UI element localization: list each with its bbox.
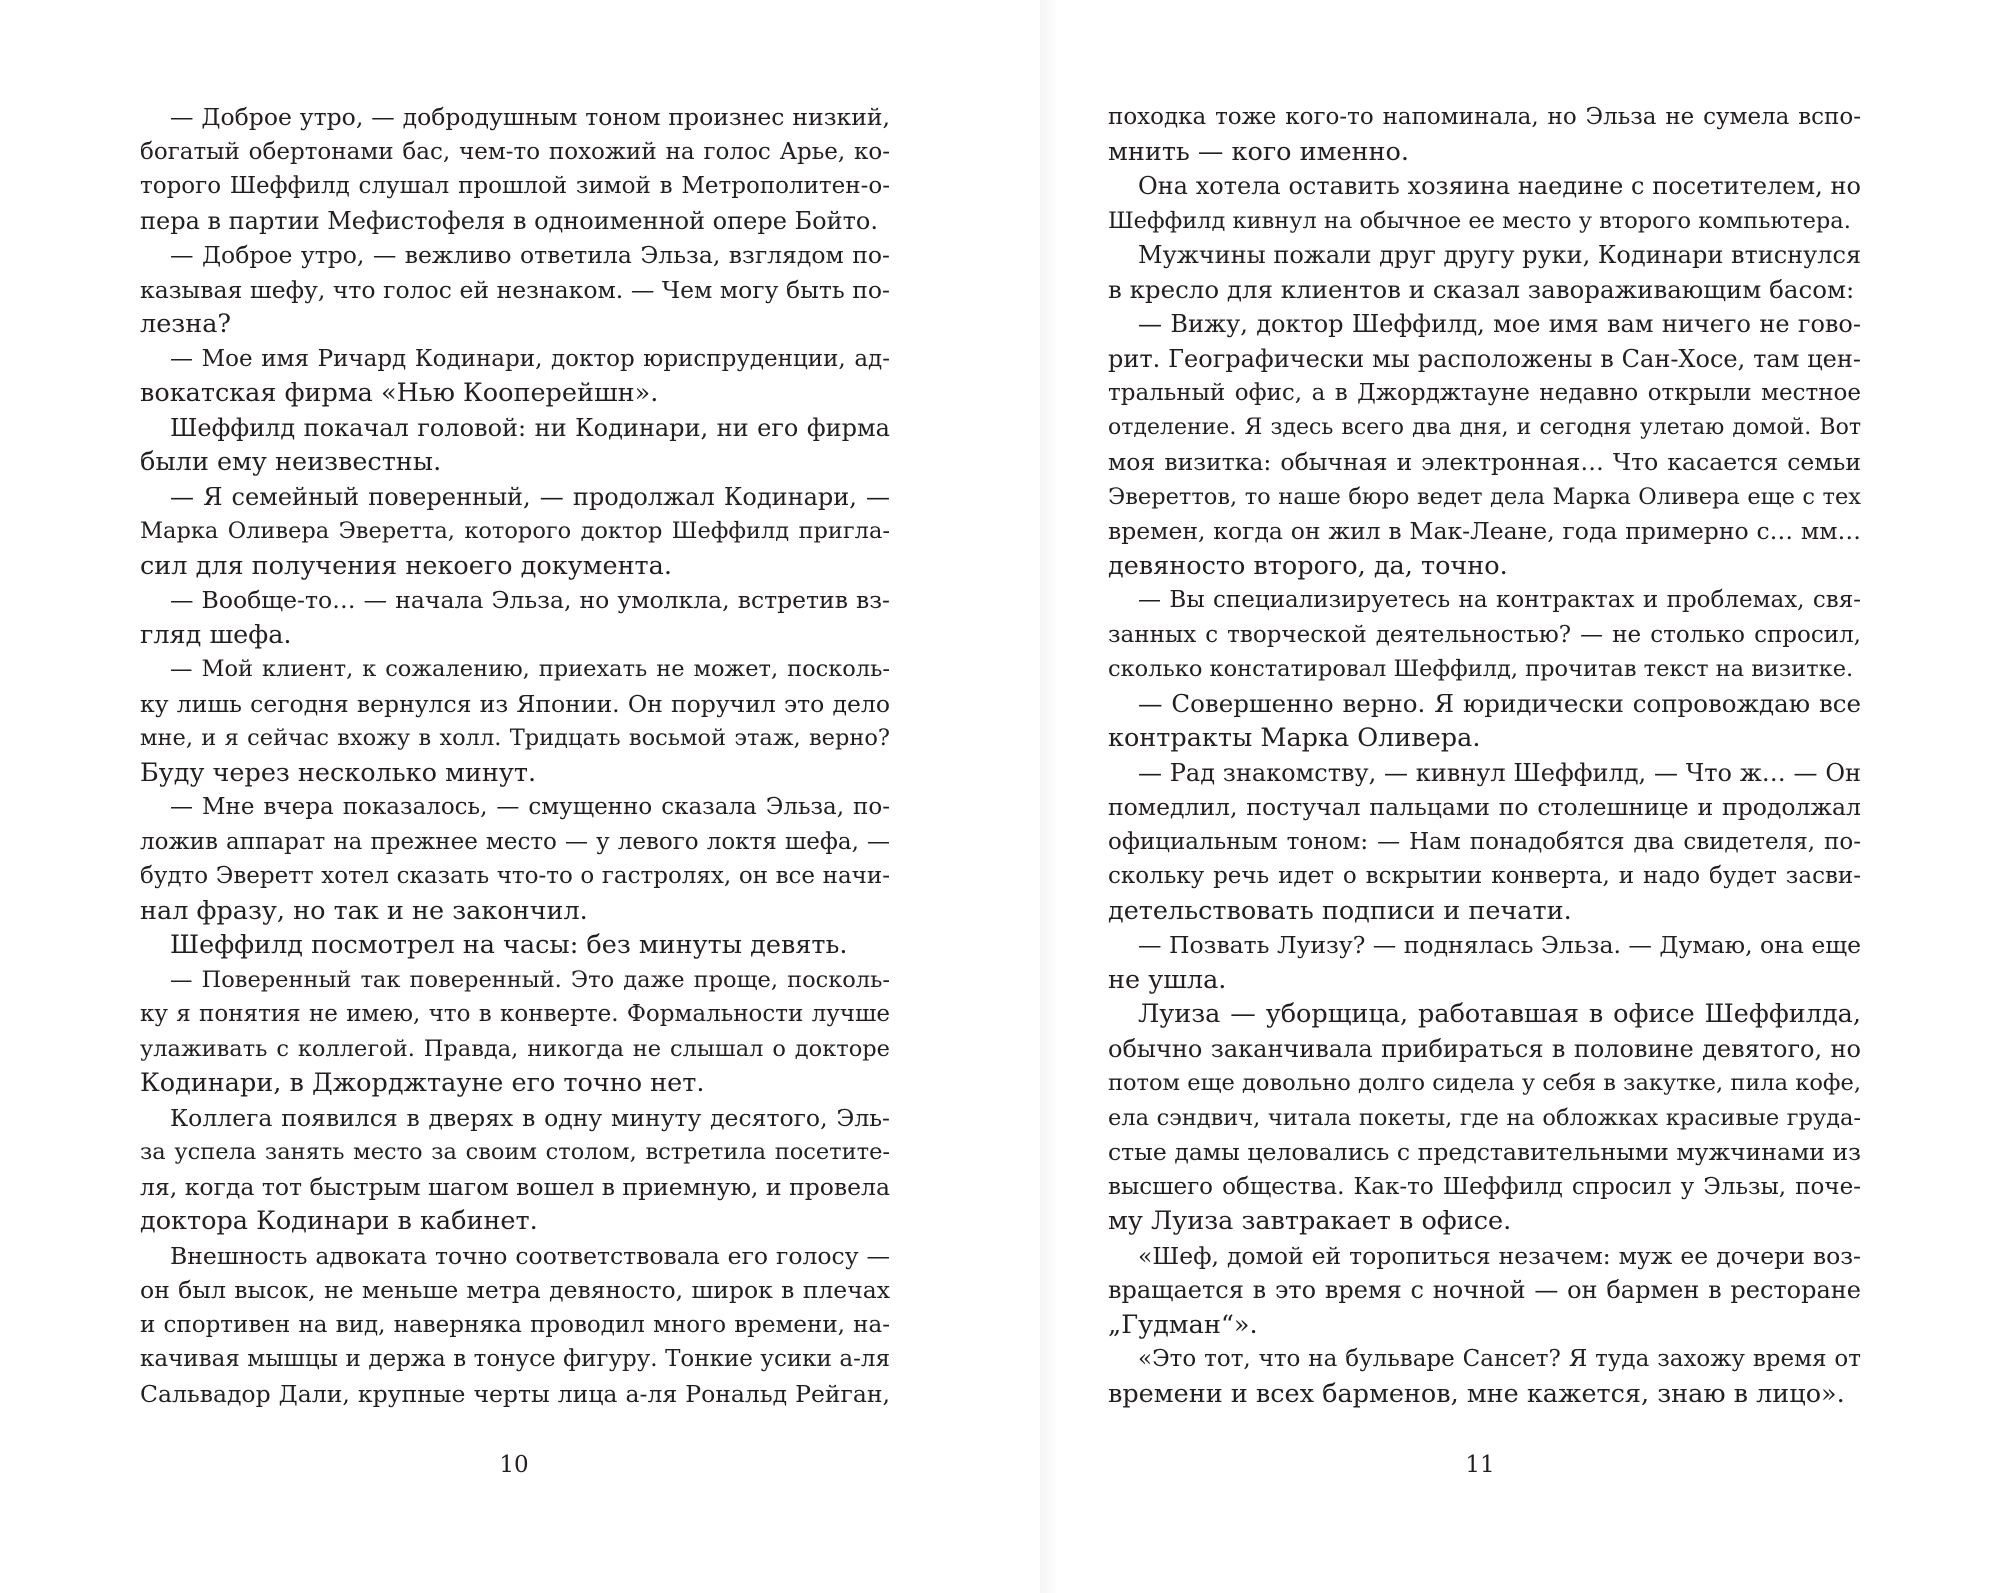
text-line: отделение. Я здесь всего два дня, и сегодня улетаю домой. Вот (1108, 414, 1861, 440)
text-line: Шеффилд посмотрел на часы: без минуты девять. (170, 930, 848, 960)
text-line: Луиза — уборщица, работавшая в офисе Шеффилда, (1138, 999, 1861, 1029)
text-line: потом еще довольно долго сидела у себя в закутке, пила кофе, (1108, 1070, 1861, 1096)
text-line: Кодинари, в Джорджтауне его точно нет. (140, 1068, 705, 1098)
text-line: гляд шефа. (140, 619, 292, 650)
text-line: — Доброе утро, — вежливо ответила Эльза, взглядом по- (170, 241, 890, 269)
text-line: обычно заканчивала прибираться в половине девятого, но (1108, 1034, 1861, 1063)
text-line: тральный офис, а в Джорджтауне недавно открыли местное (1108, 380, 1861, 406)
text-line: — Рад знакомству, — кивнул Шеффилд, — Что ж… — Он (1138, 758, 1861, 787)
text-line: нал фразу, но так и не закончил. (140, 895, 588, 926)
book-gutter (1040, 0, 1058, 1593)
text-line: контракты Марка Оливера. (1108, 723, 1481, 753)
text-line: моя визитка: обычная и электронная… Что касается семьи (1108, 448, 1861, 476)
text-line: — Мой клиент, к сожалению, приехать не может, посколь- (170, 656, 890, 682)
text-line: мне, и я сейчас вхожу в холл. Тридцать восьмой этаж, верно? (140, 725, 890, 751)
text-line: Буду через несколько минут. (140, 757, 537, 788)
text-line: — Позвать Луизу? — поднялась Эльза. — Думаю, она еще (1138, 931, 1861, 959)
text-line: торого Шеффилд слушал прошлой зимой в Метрополитен-о- (140, 173, 890, 199)
text-line: походка тоже кого-то напоминала, но Эльза не сумела вспо- (1108, 104, 1861, 130)
text-line: „Гудман“». (1108, 1309, 1258, 1340)
text-line: Сальвадор Дали, крупные черты лица а-ля Рональд Рейган, (140, 1379, 890, 1408)
text-line: в кресло для клиентов и сказал завораживающим басом: (1108, 274, 1855, 304)
page-number-left: 10 (499, 1452, 529, 1478)
text-line: богатый обертонами бас, чем-то похожий на голос Арье, ко- (140, 138, 890, 165)
text-line: он был высок, не меньше метра девяносто, широк в плечах (140, 1276, 890, 1304)
text-line: детельствовать подписи и печати. (1108, 895, 1572, 926)
text-line: вокатская фирма «Нью Кооперейшн». (140, 378, 659, 408)
text-line: мнить — кого именно. (1108, 136, 1410, 167)
text-line: — Поверенный так поверенный. Это даже проще, посколь- (170, 966, 890, 993)
text-line: Она хотела оставить хозяина наедине с посетителем, но (1138, 172, 1861, 200)
text-line: — Доброе утро, — добродушным тоном произнес низкий, (170, 103, 890, 131)
text-line: «Это тот, что на бульваре Сансет? Я туда захожу время от (1138, 1346, 1861, 1372)
text-line: девяносто второго, да, точно. (1108, 550, 1508, 581)
text-line: времен, когда он жил в Мак-Леане, года примерно с… мм… (1108, 517, 1861, 545)
text-line: — Мое имя Ричард Кодинари, доктор юриспруденции, ад- (170, 345, 890, 372)
text-line: Шеффилд покачал головой: ни Кодинари, ни его фирма (170, 413, 890, 442)
text-line: помедлил, постучал пальцами по столешнице и продолжал (1108, 793, 1861, 821)
text-line: высшего общества. Как-то Шеффилд спросил у Эльзы, поче- (1108, 1173, 1861, 1200)
page-number-right: 11 (1465, 1452, 1495, 1478)
text-line: ложив аппарат на прежнее место — у левого локтя шефа, — (140, 828, 890, 855)
text-line: Внешность адвоката точно соответствовала его голосу — (170, 1241, 890, 1270)
text-line: лезна? (140, 309, 232, 339)
text-line: ела сэндвич, читала покеты, где на обложках красивые груда- (1108, 1104, 1861, 1131)
text-line: скольку речь идет о вскрытии конверта, и надо будет засви- (1108, 863, 1861, 889)
text-line: доктора Кодинари в кабинет. (140, 1206, 538, 1236)
text-line: и спортивен на вид, наверняка проводил много времени, на- (140, 1311, 890, 1338)
text-line: Мужчины пожали друг другу руки, Кодинари втиснулся (1138, 241, 1862, 269)
text-line: за успела занять место за своим столом, встретила посетите- (140, 1139, 890, 1165)
text-line: Эвереттов, то наше бюро ведет дела Марка Оливера еще с тех (1108, 483, 1861, 510)
text-line: Марка Оливера Эверетта, которого доктор Шеффилд пригла- (140, 518, 890, 544)
text-line: — Мне вчера показалось, — смущенно сказала Эльза, по- (170, 794, 890, 820)
text-line: рит. Географически мы расположены в Сан-Хосе, там цен- (1108, 344, 1861, 373)
text-line: стые дамы целовались с представительными мужчинами из (1108, 1138, 1861, 1166)
text-line: — Совершенно верно. Я юридически сопровождаю все (1138, 688, 1861, 718)
text-line: улаживать с коллегой. Правда, никогда не слышал о докторе (140, 1035, 890, 1062)
text-line: ку я понятия не имею, что в конверте. Формальности лучше (140, 1001, 890, 1027)
text-line: ку лишь сегодня вернулся из Японии. Он поручил это дело (140, 689, 890, 718)
text-line: сил для получения некоего документа. (140, 550, 672, 581)
text-line: пера в партии Мефистофеля в одноименной опере Бойто. (140, 206, 878, 235)
text-line: — Вообще-то… — начала Эльза, но умолкла, встретив вз- (170, 586, 890, 614)
text-line: ля, когда тот быстрым шагом вошел в приемную, и провела (140, 1172, 890, 1201)
text-line: не ушла. (1108, 964, 1227, 995)
text-line: Коллега появился в дверях в одну минуту десятого, Эль- (170, 1103, 890, 1132)
text-line: занных с творческой деятельностью? — не столько спросил, (1108, 621, 1861, 648)
text-line: Шеффилд кивнул на обычное ее место у второго компьютера. (1108, 207, 1851, 234)
text-line: качивая мышцы и держа в тонусе фигуру. Тонкие усики а-ля (140, 1346, 890, 1372)
text-line: му Луиза завтракает в офисе. (1108, 1206, 1512, 1236)
text-line: — Вы специализируетесь на контрактах и проблемах, свя- (1138, 587, 1861, 613)
text-line: времени и всех барменов, мне кажется, знаю в лицо». (1108, 1378, 1845, 1409)
text-line: «Шеф, домой ей торопиться незачем: муж ее дочери воз- (1138, 1241, 1861, 1270)
text-line: — Вижу, доктор Шеффилд, мое имя вам ничего не гово- (1138, 310, 1861, 338)
text-line: были ему неизвестны. (140, 447, 442, 477)
text-line: — Я семейный поверенный, — продолжал Кодинари, — (170, 482, 890, 511)
text-line: вращается в это время с ночной — он бармен в ресторане (1108, 1276, 1861, 1304)
text-line: будто Эверетт хотел сказать что-то о гастролях, он все начи- (140, 863, 890, 889)
text-line: сколько констатировал Шеффилд, прочитав текст на визитке. (1108, 656, 1854, 682)
text-line: казывая шефу, что голос ей незнаком. — Чем могу быть по- (140, 275, 890, 304)
text-line: официальным тоном: — Нам понадобятся два свидетеля, по- (1108, 828, 1861, 855)
